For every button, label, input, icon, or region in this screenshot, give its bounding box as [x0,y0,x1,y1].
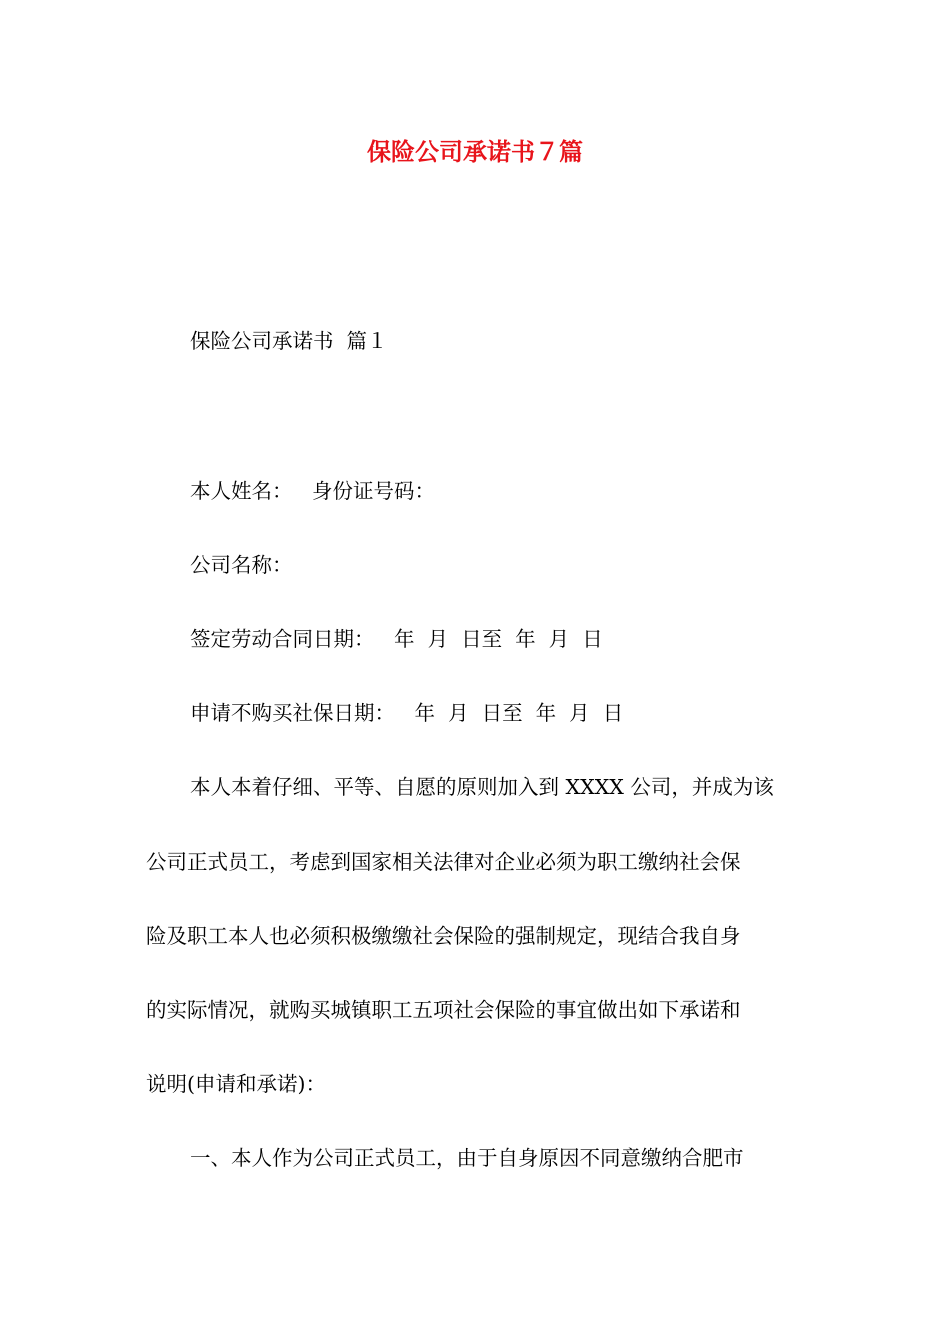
paragraph-line: 一、本人作为公司正式员工，由于自身原因不同意缴纳合肥市 [190,1146,744,1170]
paragraph-line: 公司正式员工，考虑到国家相关法律对企业必须为职工缴纳社会保 [146,850,741,874]
document-title: 保险公司承诺书７篇 [367,137,583,166]
section-heading: 保险公司承诺书 篇１ [190,329,388,353]
paragraph-line: 本人本着仔细、平等、自愿的原则加入到 XXXX 公司，并成为该 [190,775,774,799]
paragraph-line: 的实际情况，就购买城镇职工五项社会保险的事宜做出如下承诺和 [146,998,741,1022]
field-name-id: 本人姓名： 身份证号码： [190,479,436,503]
paragraph-line: 险及职工本人也必须积极缴缴社会保险的强制规定，现结合我自身 [146,924,741,948]
field-no-insurance-date: 申请不购买社保日期： 年 月 日至 年 月 日 [190,701,624,725]
field-company-name: 公司名称： [190,553,293,577]
paragraph-line: 说明(申请和承诺)： [146,1072,326,1096]
field-contract-date: 签定劳动合同日期： 年 月 日至 年 月 日 [190,627,603,651]
